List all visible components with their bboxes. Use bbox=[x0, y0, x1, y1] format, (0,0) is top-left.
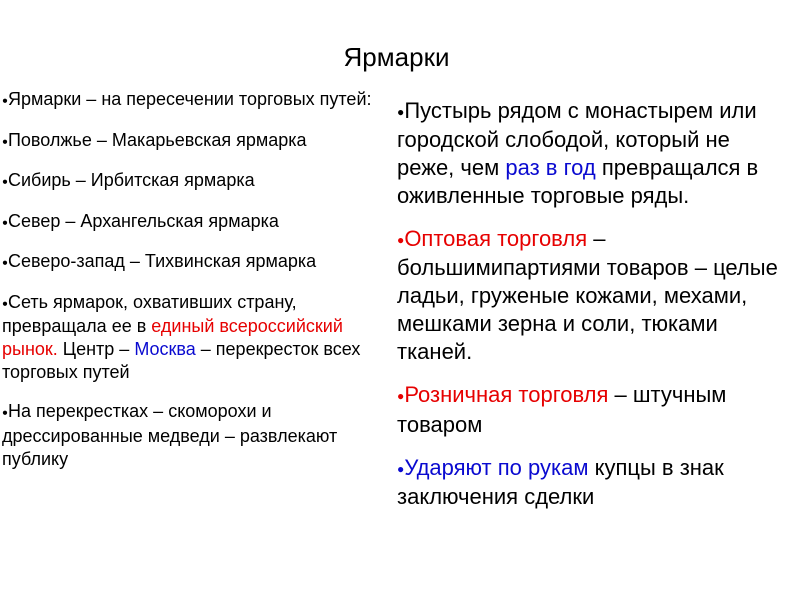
bullet-icon: ● bbox=[2, 217, 8, 229]
list-item bbox=[397, 381, 789, 438]
highlight-text-red: единый всероссийский рынок. bbox=[2, 316, 343, 360]
bullet-text: Поволжье – Макарьевская ярмарка bbox=[7, 129, 307, 150]
list-item bbox=[2, 129, 386, 154]
list-item bbox=[2, 250, 386, 275]
left-bullet-list bbox=[2, 88, 386, 487]
bullet-icon: ● bbox=[397, 389, 405, 404]
right-bullet-list bbox=[397, 97, 789, 526]
bullet-text: – перекресток всех торговых путей bbox=[2, 339, 361, 383]
bullet-text: Центр – bbox=[57, 339, 135, 360]
list-item bbox=[2, 400, 386, 471]
bullet-icon: ● bbox=[2, 95, 8, 107]
bullet-icon: ● bbox=[397, 233, 405, 248]
highlight-text-blue: Ударяют по рукам bbox=[404, 454, 589, 480]
list-item bbox=[397, 225, 789, 366]
bullet-text: Сеть ярмарок, охвативших страну, превращала ее в bbox=[2, 291, 297, 337]
list-item bbox=[2, 88, 386, 113]
list-item bbox=[2, 291, 386, 385]
bullet-icon: ● bbox=[2, 407, 8, 419]
list-item bbox=[2, 169, 386, 194]
bullet-text: – большимипартиями товаров – целые ладьи, груженые кожами, мехами, мешками зерна и соли, тюками тканей. bbox=[397, 226, 778, 365]
list-item bbox=[397, 97, 789, 210]
bullet-text: купцы в знак заключения сделки bbox=[397, 454, 724, 509]
bullet-text: Пустырь рядом с монастырем или городской слободой, который не реже, чем bbox=[397, 98, 757, 181]
bullet-icon: ● bbox=[2, 257, 8, 269]
bullet-icon: ● bbox=[397, 105, 405, 120]
bullet-text: Ярмарки – на пересечении торговых путей: bbox=[7, 89, 372, 109]
highlight-text-red: Розничная торговля bbox=[404, 382, 609, 408]
list-item bbox=[2, 210, 386, 235]
bullet-icon: ● bbox=[397, 461, 405, 476]
bullet-icon: ● bbox=[2, 136, 8, 148]
bullet-icon: ● bbox=[2, 298, 8, 310]
highlight-text-blue: раз в год bbox=[505, 155, 596, 181]
bullet-text: Сибирь – Ирбитская ярмарка bbox=[7, 170, 255, 191]
bullet-text: Северо-запад – Тихвинская ярмарка bbox=[7, 251, 317, 272]
bullet-icon: ● bbox=[2, 176, 8, 188]
list-item bbox=[397, 454, 789, 511]
highlight-text-blue: Москва bbox=[134, 339, 196, 360]
bullet-text: превращался в оживленные торговые ряды. bbox=[397, 155, 759, 209]
bullet-text: На перекрестках – скоморохи и дрессированные медведи – развлекают публику bbox=[2, 401, 338, 469]
bullet-text: – штучным товаром bbox=[397, 382, 727, 437]
bullet-text: Север – Архангельская ярмарка bbox=[7, 210, 279, 231]
highlight-text-red: Оптовая торговля bbox=[404, 226, 588, 252]
slide-title: Ярмарки bbox=[343, 42, 450, 72]
